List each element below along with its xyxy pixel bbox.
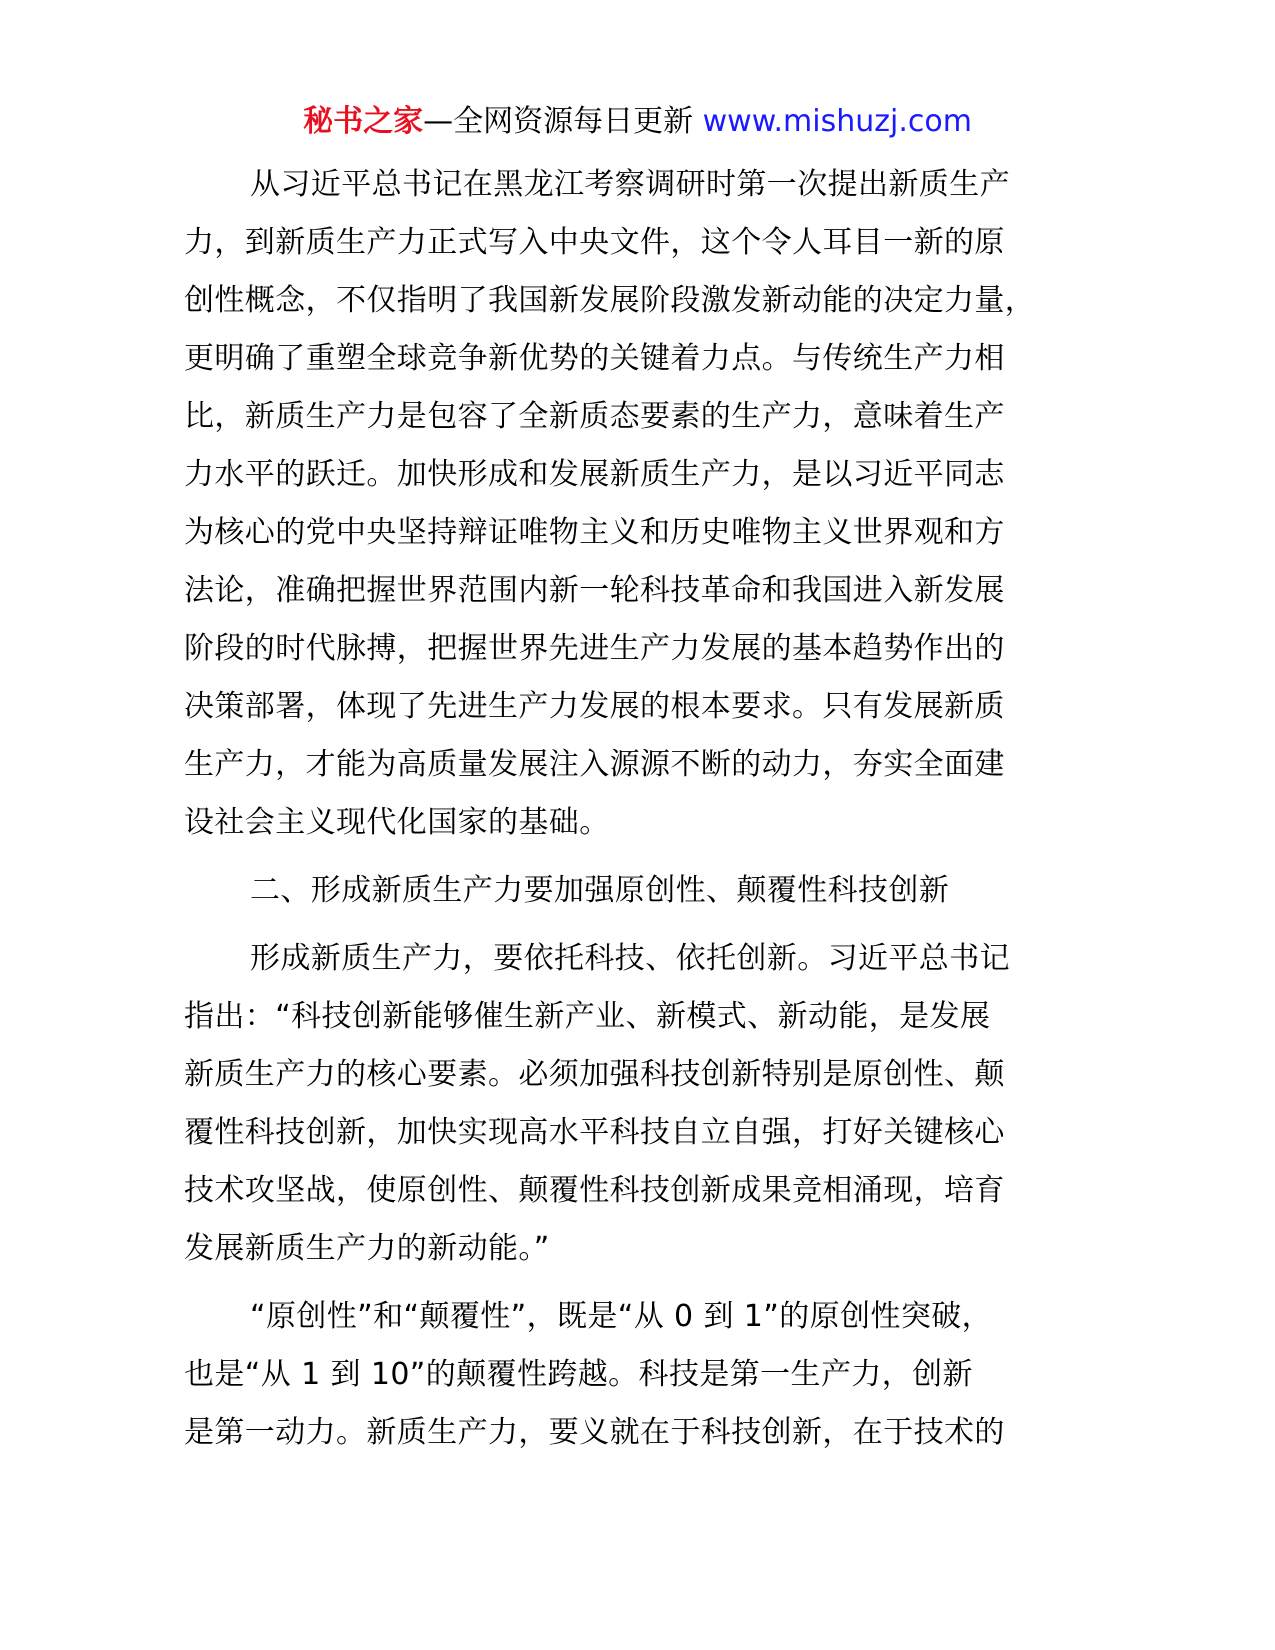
paragraph-line: 比，新质生产力是包容了全新质态要素的生产力，意味着生产: [184, 399, 1005, 434]
paragraph-line: 决策部署，体现了先进生产力发展的根本要求。只有发展新质: [184, 689, 1005, 724]
paragraph-line: 形成新质生产力，要依托科技、依托创新。习近平总书记: [250, 941, 1010, 976]
paragraph-line: 覆性科技创新，加快实现高水平科技自立自强，打好关键核心: [184, 1115, 1005, 1150]
paragraph-line: 设社会主义现代化国家的基础。: [184, 805, 610, 840]
paragraph-line: “原创性”和“颠覆性”，既是“从 0 到 1”的原创性突破，: [250, 1299, 993, 1334]
paragraph-line: 为核心的党中央坚持辩证唯物主义和历史唯物主义世界观和方: [184, 515, 1005, 550]
paragraph-line: 生产力，才能为高质量发展注入源源不断的动力，夯实全面建: [184, 747, 1005, 782]
paragraph-line: 技术攻坚战，使原创性、颠覆性科技创新成果竞相涌现，培育: [184, 1173, 1005, 1208]
header-brand: 秘书之家: [303, 104, 424, 139]
paragraph-line: 创性概念，不仅指明了我国新发展阶段激发新动能的决定力量，: [184, 283, 1036, 318]
paragraph-line: 从习近平总书记在黑龙江考察调研时第一次提出新质生产: [250, 167, 1010, 202]
paragraph-line: 是第一动力。新质生产力，要义就在于科技创新，在于技术的: [184, 1415, 1005, 1450]
paragraph-line: 法论，准确把握世界范围内新一轮科技革命和我国进入新发展: [184, 573, 1005, 608]
paragraph-2: [184, 930, 1109, 1278]
paragraph-line: 阶段的时代脉搏，把握世界先进生产力发展的基本趋势作出的: [184, 631, 1005, 666]
paragraph-line: 新质生产力的核心要素。必须加强科技创新特别是原创性、颠: [184, 1057, 1005, 1092]
paragraph-line: 也是“从 1 到 10”的颠覆性跨越。科技是第一生产力，创新: [184, 1357, 973, 1392]
paragraph-1: [184, 156, 1109, 852]
paragraph-line: 指出：“科技创新能够催生新产业、新模式、新动能，是发展: [184, 999, 991, 1034]
paragraph-line: 发展新质生产力的新动能。”: [184, 1231, 550, 1266]
header-tagline: —全网资源每日更新: [423, 104, 694, 139]
paragraph-3: [184, 1288, 1109, 1462]
paragraph-line: 力，到新质生产力正式写入中央文件，这个令人耳目一新的原: [184, 225, 1005, 260]
section-heading: 二、形成新质生产力要加强原创性、颠覆性科技创新: [250, 873, 950, 908]
header-url-link[interactable]: www.mishuzj.com: [702, 104, 972, 139]
paragraph-line: 更明确了重塑全球竞争新优势的关键着力点。与传统生产力相: [184, 341, 1005, 376]
document-body: [184, 156, 1109, 1462]
paragraph-spacer: [184, 920, 1109, 930]
paragraph-spacer: [184, 852, 1109, 862]
paragraph-spacer: [184, 1278, 1109, 1288]
paragraph-line: 力水平的跃迁。加快形成和发展新质生产力，是以习近平同志: [184, 457, 1005, 492]
page-header: [0, 100, 1275, 144]
